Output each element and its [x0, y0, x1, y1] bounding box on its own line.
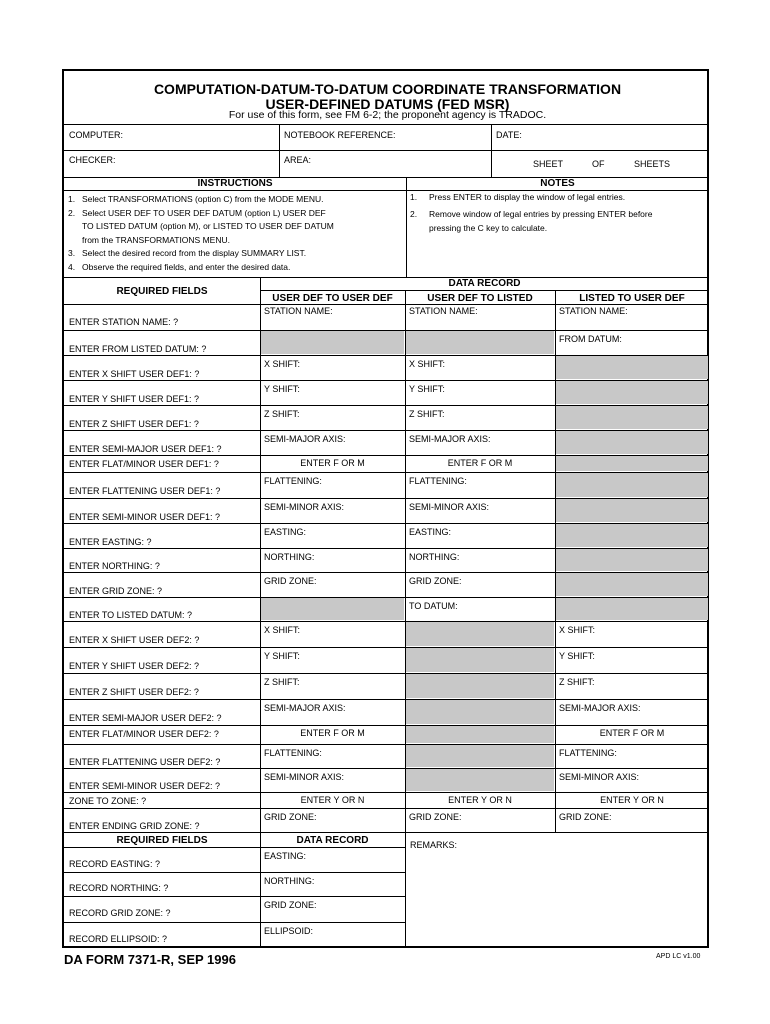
field-label: ENTER X SHIFT USER DEF2: ? [69, 635, 200, 645]
field-label: ENTER FLAT/MINOR USER DEF2: ? [69, 729, 219, 739]
data-cell[interactable]: EASTING: [264, 527, 307, 537]
divider [405, 304, 406, 832]
choice-cell[interactable]: ENTER F OR M [599, 728, 665, 738]
data-cell[interactable]: FLATTENING: [409, 476, 467, 486]
divider [555, 290, 556, 304]
shaded-cell [556, 524, 708, 547]
data-cell[interactable]: Z SHIFT: [264, 409, 300, 419]
notebook-reference-field[interactable]: NOTEBOOK REFERENCE: [284, 130, 396, 140]
data-cell[interactable]: SEMI-MINOR AXIS: [559, 772, 640, 782]
data-cell[interactable]: NORTHING: [264, 552, 315, 562]
choice-cell[interactable]: ENTER Y OR N [300, 795, 365, 805]
data-cell[interactable]: GRID ZONE: [409, 812, 462, 822]
divider [64, 832, 709, 833]
shaded-cell [406, 700, 554, 724]
data-cell[interactable]: STATION NAME: [559, 306, 628, 316]
field-label: ENTER SEMI-MINOR USER DEF1: ? [69, 512, 221, 522]
data-cell[interactable]: SEMI-MAJOR AXIS: [409, 434, 491, 444]
field-label: ENTER EASTING: ? [69, 537, 152, 547]
data-cell[interactable]: FLATTENING: [264, 748, 322, 758]
shaded-cell [406, 648, 554, 672]
record-value[interactable]: EASTING: [264, 851, 307, 861]
instruction-text: Observe the required fields, and enter the desired data. [82, 261, 291, 272]
shaded-cell [556, 499, 708, 522]
data-cell[interactable]: SEMI-MAJOR AXIS: [264, 703, 346, 713]
data-cell[interactable]: SEMI-MINOR AXIS: [264, 502, 345, 512]
divider [64, 792, 709, 793]
field-label: ENTER ENDING GRID ZONE: ? [69, 821, 200, 831]
field-label: ENTER Z SHIFT USER DEF1: ? [69, 419, 199, 429]
checker-field[interactable]: CHECKER: [69, 155, 116, 165]
divider [64, 124, 709, 125]
data-cell[interactable]: SEMI-MINOR AXIS: [264, 772, 345, 782]
choice-cell[interactable]: ENTER Y OR N [448, 795, 512, 805]
field-label: ENTER SEMI-MINOR USER DEF2: ? [69, 781, 221, 791]
form-version: APD LC v1.00 [656, 953, 701, 960]
field-label: ENTER Z SHIFT USER DEF2: ? [69, 687, 199, 697]
data-cell[interactable]: SEMI-MINOR AXIS: [409, 502, 490, 512]
of-label: OF [592, 159, 605, 169]
instruction-text: TO LISTED DATUM (option M), or LISTED TO USER DEF DATUM [82, 221, 334, 231]
divider [405, 290, 406, 304]
instruction-number: 3. [68, 248, 76, 258]
required-fields-heading: REQUIRED FIELDS [116, 286, 208, 297]
field-label: ENTER SEMI-MAJOR USER DEF2: ? [69, 713, 222, 723]
divider [260, 832, 261, 948]
form-frame [62, 69, 709, 948]
record-value[interactable]: ELLIPSOID: [264, 926, 314, 936]
data-cell[interactable]: Y SHIFT: [264, 384, 300, 394]
bottom-data-record-heading: DATA RECORD [296, 835, 369, 846]
data-cell[interactable]: TO DATUM: [409, 601, 458, 611]
instruction-number: 1. [68, 194, 76, 204]
data-cell[interactable]: Z SHIFT: [409, 409, 445, 419]
divider [64, 673, 709, 674]
shaded-cell [261, 598, 404, 620]
column-header: USER DEF TO USER DEF [272, 293, 393, 304]
choice-cell[interactable]: ENTER Y OR N [600, 795, 664, 805]
date-field[interactable]: DATE: [496, 130, 522, 140]
divider [64, 150, 709, 151]
data-record-heading: DATA RECORD [448, 278, 521, 289]
field-label: ENTER FLATTENING USER DEF1: ? [69, 486, 221, 496]
divider [406, 177, 407, 277]
divider [64, 808, 709, 809]
sheet-label: SHEET [533, 159, 564, 169]
instruction-text: Select the desired record from the display SUMMARY LIST. [82, 248, 307, 258]
divider [64, 922, 405, 923]
choice-cell[interactable]: ENTER F OR M [300, 728, 365, 738]
form-subtitle: For use of this form, see FM 6-2; the proponent agency is TRADOC. [228, 109, 547, 121]
divider [64, 304, 709, 305]
area-field[interactable]: AREA: [284, 155, 312, 165]
shaded-cell [556, 549, 708, 571]
record-value[interactable]: NORTHING: [264, 876, 315, 886]
record-label: RECORD ELLIPSOID: ? [69, 934, 168, 944]
record-value[interactable]: GRID ZONE: [264, 900, 317, 910]
divider [260, 304, 261, 832]
sheets-label: SHEETS [634, 159, 671, 169]
divider [64, 647, 709, 648]
data-cell[interactable]: EASTING: [409, 527, 452, 537]
data-cell[interactable]: GRID ZONE: [264, 576, 317, 586]
instruction-text: Select USER DEF TO USER DEF DATUM (option L) USER DEF [82, 207, 326, 218]
record-label: RECORD GRID ZONE: ? [69, 908, 171, 918]
divider [64, 725, 709, 726]
field-label: ENTER FLAT/MINOR USER DEF1: ? [69, 459, 219, 469]
shaded-cell [556, 473, 708, 497]
form-title-line2: USER-DEFINED DATUMS (FED MSR) [265, 96, 510, 112]
note-text: Remove window of legal entries by pressing ENTER before [429, 209, 653, 219]
data-cell[interactable]: STATION NAME: [409, 306, 478, 316]
data-cell[interactable]: Y SHIFT: [559, 651, 595, 661]
data-cell[interactable]: SEMI-MAJOR AXIS: [264, 434, 346, 444]
field-label: ENTER FLATTENING USER DEF2: ? [69, 757, 221, 767]
divider [405, 832, 406, 948]
column-header: USER DEF TO LISTED [427, 293, 533, 304]
data-cell[interactable]: FLATTENING: [264, 476, 322, 486]
shaded-cell [556, 431, 708, 454]
bottom-required-fields-heading: REQUIRED FIELDS [116, 835, 208, 846]
divider [64, 621, 709, 622]
instruction-number: 2. [68, 207, 76, 218]
divider [64, 872, 405, 873]
field-label: ENTER X SHIFT USER DEF1: ? [69, 369, 200, 379]
note-text: Press ENTER to display the window of legal entries. [429, 192, 626, 202]
field-label: ENTER Y SHIFT USER DEF2: ? [69, 661, 200, 671]
record-label: RECORD EASTING: ? [69, 859, 161, 869]
field-label: ENTER FROM LISTED DATUM: ? [69, 344, 207, 354]
data-cell[interactable]: GRID ZONE: [409, 576, 462, 586]
shaded-cell [406, 745, 554, 767]
remarks-field[interactable]: REMARKS: [410, 840, 458, 850]
divider [555, 304, 556, 832]
field-label: ENTER SEMI-MAJOR USER DEF1: ? [69, 444, 222, 454]
column-header: LISTED TO USER DEF [579, 293, 685, 304]
divider [64, 768, 709, 769]
data-cell[interactable]: FLATTENING: [559, 748, 617, 758]
data-cell[interactable]: Y SHIFT: [409, 384, 445, 394]
data-cell[interactable]: GRID ZONE: [264, 812, 317, 822]
shaded-cell [556, 356, 708, 379]
divider [64, 699, 709, 700]
divider [260, 290, 709, 291]
field-label: ZONE TO ZONE: ? [69, 796, 147, 806]
note-number: 1. [410, 192, 418, 202]
data-cell[interactable]: FROM DATUM: [559, 334, 622, 344]
field-label: ENTER NORTHING: ? [69, 561, 160, 571]
computer-field[interactable]: COMPUTER: [69, 130, 123, 140]
shaded-cell [556, 598, 708, 620]
shaded-cell [556, 406, 708, 429]
data-cell[interactable]: SEMI-MAJOR AXIS: [559, 703, 641, 713]
field-label: ENTER GRID ZONE: ? [69, 586, 163, 596]
record-label: RECORD NORTHING: ? [69, 883, 169, 893]
form-number: DA FORM 7371-R, SEP 1996 [64, 952, 236, 967]
field-label: ENTER TO LISTED DATUM: ? [69, 610, 193, 620]
shaded-cell [261, 331, 404, 354]
notes-heading: NOTES [540, 178, 575, 189]
data-cell[interactable]: Z SHIFT: [559, 677, 595, 687]
field-label: ENTER Y SHIFT USER DEF1: ? [69, 394, 200, 404]
shaded-cell [556, 456, 708, 471]
shaded-cell [406, 331, 554, 354]
divider [64, 190, 709, 191]
shaded-cell [406, 726, 554, 743]
instruction-number: 4. [68, 261, 76, 272]
instruction-text: Select TRANSFORMATIONS (option C) from the MODE MENU. [82, 194, 324, 204]
shaded-cell [406, 674, 554, 698]
field-label: ENTER STATION NAME: ? [69, 317, 179, 327]
note-number: 2. [410, 209, 418, 219]
instruction-text: from the TRANSFORMATIONS MENU. [82, 234, 230, 245]
data-cell[interactable]: X SHIFT: [264, 625, 301, 635]
data-cell[interactable]: GRID ZONE: [559, 812, 612, 822]
shaded-cell [556, 381, 708, 404]
choice-cell[interactable]: ENTER F OR M [300, 458, 365, 468]
data-cell[interactable]: X SHIFT: [559, 625, 596, 635]
shaded-cell [556, 573, 708, 596]
shaded-cell [406, 622, 554, 646]
shaded-cell [406, 769, 554, 791]
divider [64, 896, 405, 897]
divider [260, 277, 261, 304]
data-cell[interactable]: X SHIFT: [409, 359, 446, 369]
data-cell[interactable]: STATION NAME: [264, 306, 333, 316]
data-cell[interactable]: Z SHIFT: [264, 677, 300, 687]
divider [64, 744, 709, 745]
form-title-line1: COMPUTATION-DATUM-TO-DATUM COORDINATE TRANSFORMATION [153, 81, 622, 97]
divider [64, 847, 405, 848]
choice-cell[interactable]: ENTER F OR M [447, 458, 513, 468]
instructions-heading: INSTRUCTIONS [197, 178, 273, 189]
data-cell[interactable]: X SHIFT: [264, 359, 301, 369]
note-text: pressing the C key to calculate. [429, 223, 548, 233]
data-cell[interactable]: NORTHING: [409, 552, 460, 562]
data-cell[interactable]: Y SHIFT: [264, 651, 300, 661]
